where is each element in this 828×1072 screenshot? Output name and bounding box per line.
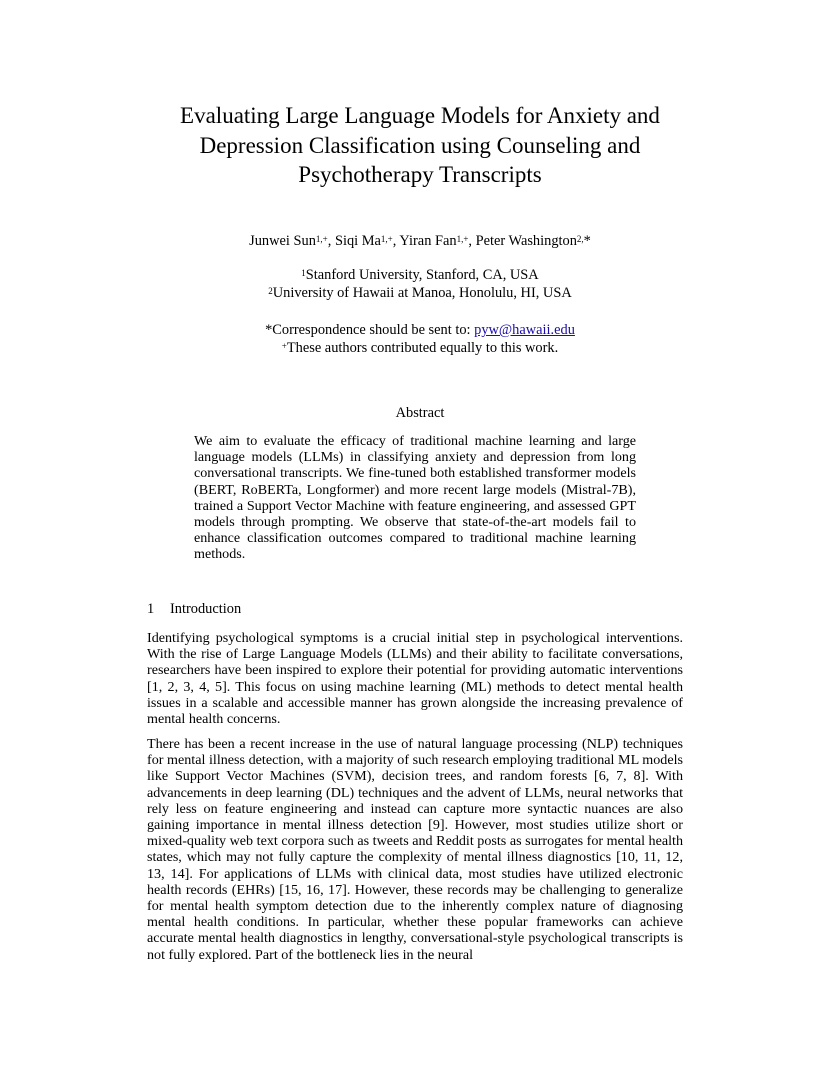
correspondence-block — [120, 321, 720, 357]
section-heading — [147, 600, 241, 618]
correspondence-line — [120, 321, 720, 339]
title-line-3: Psychotherapy Transcripts — [298, 162, 542, 187]
author-name: Yiran Fan — [399, 233, 457, 249]
author-separator: , — [468, 233, 476, 249]
affiliation-mark: 1 — [301, 268, 306, 278]
equal-contribution-note — [120, 339, 720, 357]
body-paragraph — [147, 736, 683, 963]
affiliation-item — [120, 266, 720, 284]
paragraph-text: There has been a recent increase in the use of natural language processing (NLP) techniques for mental illness detection, with a majority of such research employing traditional ML models like Support Vector Machines (SVM), decision trees, and random forests [6, 7, 8]. With advancements in deep learning (DL) techniques and the advent of LLMs, neural networks that rely less on feature engineering and instead can capture more syntactic nuances are also gaining importance in mental illness detection [9]. However, most studies utilize short or mixed-quality web text corpora such as tweets and Reddit posts as surrogates for mental health states, which may not fully capture the complexity of mental illness diagnostics [10, 11, 12, 13, 14]. For applications of LLMs with clinical data, most studies have utilized electronic health records (EHRs) [15, 16, 17]. However, these records may be challenging to generalize for mental health symptom detection due to the inherently complex nature of diagnosing mental health conditions. In particular, whether these popular frameworks can achieve accurate mental health diagnostics in lengthy, conversational-style psychological transcripts is not fully explored. Part of the bottleneck lies in the neural — [147, 736, 683, 963]
section-title: Introduction — [170, 601, 242, 617]
equal-contribution-text: These authors contributed equally to this work. — [286, 340, 559, 356]
title-line-1: Evaluating Large Language Models for Anxiety and — [180, 103, 660, 128]
section-number: 1 — [147, 601, 155, 617]
correspondence-email-link[interactable]: pyw@hawaii.edu — [474, 322, 575, 338]
author-separator: * — [583, 233, 591, 249]
equal-contribution-mark: + — [281, 341, 287, 351]
correspondence-prefix: *Correspondence should be sent to: — [265, 322, 475, 338]
title-line-2: Depression Classification using Counseling and — [199, 132, 641, 158]
affiliation-text: Stanford University, Stanford, CA, USA — [305, 267, 539, 283]
paragraph-text: Identifying psychological symptoms is a crucial initial step in psychological interventions. With the rise of Large Language Models (LLMs) and their ability to facilitate conversations, researchers have been inspired to explore their potential for providing automatic interventions [1, 2, 3, 4, 5]. This focus on using machine learning (ML) methods to detect mental health issues in a scalable and accessible manner has grown alongside the increasing prevalence of mental health concerns. — [147, 630, 683, 728]
paper-title — [120, 101, 720, 190]
author-affiliation-mark: 1,+ — [456, 234, 469, 244]
author-separator: , — [392, 233, 400, 249]
affiliation-list — [120, 266, 720, 302]
author-affiliation-mark: 1,+ — [380, 234, 393, 244]
affiliation-item — [120, 284, 720, 302]
affiliation-text: University of Hawaii at Manoa, Honolulu, HI, USA — [272, 285, 572, 301]
author-affiliation-mark: 2, — [576, 234, 584, 244]
author-separator: , — [327, 233, 335, 249]
affiliation-mark: 2 — [268, 286, 273, 296]
author-name: Peter Washington — [475, 233, 577, 249]
author-name: Siqi Ma — [334, 233, 381, 249]
author-list — [120, 232, 720, 250]
body-paragraph — [147, 630, 683, 727]
abstract-heading: Abstract — [395, 405, 445, 421]
author-name: Junwei Sun — [249, 233, 316, 249]
abstract-text: We aim to evaluate the efficacy of traditional machine learning and large language models (LLMs) in classifying anxiety and depression from long conversational transcripts. We fine-tuned both established transformer models (BERT, RoBERTa, Longformer) and more recent large models (Mistral-7B), trained a Support Vector Machine with feature engineering, and assessed GPT models through prompting. We observe that state-of-the-art models fail to enhance classification outcomes compared to traditional machine learning methods. — [194, 433, 636, 563]
author-affiliation-mark: 1,+ — [315, 234, 328, 244]
